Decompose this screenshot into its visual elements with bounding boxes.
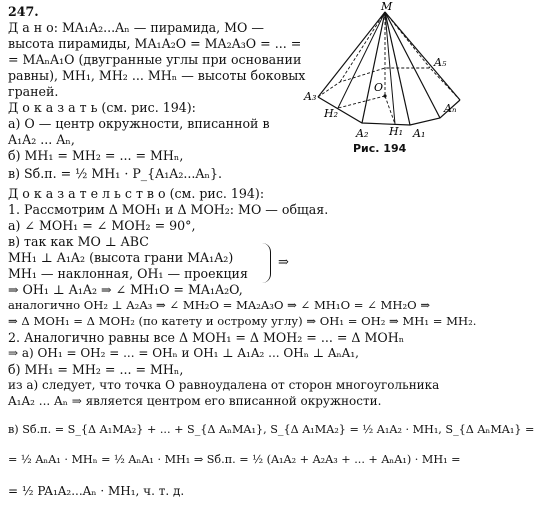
prove-a-line-1: а) O — центр окружности, вписанной в [8,116,270,131]
projection-oh2 [338,96,385,108]
given-line-4: равны), MH₁, MH₂ ... MHₙ — высоты боковых [8,68,306,83]
label-h1: H₁ [389,125,404,138]
prove-heading: Д о к а з а т ь (см. рис. 194): [8,100,196,115]
edge-m-a5 [385,12,460,100]
proof-heading: Д о к а з а т е л ь с т в о (см. рис. 194): [8,186,265,201]
proof-line-8: ⇒ Δ MOH₁ = Δ MOH₂ (по катету и острому углу) ⇒ OH₁ = OH₂ ⇒ MH₁ = MH₂. [8,314,477,328]
proof-line-2: а) ∠ MOH₁ = ∠ MOH₂ = 90°, [8,218,196,233]
proof-line-15: = ½ AₙA₁ · MHₙ = ½ AₙA₁ · MH₁ ⇒ Sб.п. = ½ (A₁A₂ + A₂A₃ + ... + AₙA₁) · MH₁ = [8,453,461,466]
proof-line-9: 2. Аналогично равны все Δ MOH₁ = Δ MOH₂ = ... = Δ MOHₙ [8,330,405,345]
prove-a-line-2: A₁A₂ ... Aₙ, [8,132,75,147]
label-a3: A₃ [304,90,317,103]
pyramid-figure [300,0,475,145]
prove-c: в) Sб.п. = ½ MH₁ · P_{A₁A₂...Aₙ}. [8,166,222,181]
label-h2: H₂ [324,107,339,120]
proof-line-11: б) MH₁ = MH₂ = ... = MHₙ, [8,362,184,377]
given-line-5: граней. [8,84,59,99]
proof-line-12: из а) следует, что точка O равноудалена от сторон многоугольника [8,378,440,392]
system-brace [262,243,271,283]
problem-number: 247. [8,4,39,19]
edge-m-a2 [362,12,385,123]
proof-line-10: ⇒ а) OH₁ = OH₂ = ... = OHₙ и OH₁ ⊥ A₁A₂ ... OHₙ ⊥ AₙA₁, [8,346,359,360]
prove-b: б) MH₁ = MH₂ = ... = MHₙ, [8,148,184,163]
brace-implication-arrow: ⇒ [278,255,289,270]
edge-m-a1 [385,12,410,125]
figure-caption: Рис. 194 [353,142,407,155]
proof-line-5: MH₁ — наклонная, OH₁ — проекция [8,266,248,281]
base-back-edges [318,68,460,100]
proof-line-6: ⇒ OH₁ ⊥ A₁A₂ ⇒ ∠ MH₁O = MA₁A₂O, [8,282,243,297]
proof-line-7: аналогично OH₂ ⊥ A₂A₃ ⇒ ∠ MH₂O = MA₂A₃O ⇒ ∠ MH₁O = ∠ MH₂O ⇒ [8,298,431,312]
pyramid-diagram [300,0,475,145]
label-a2: A₂ [356,127,369,140]
proof-line-1: 1. Рассмотрим Δ MOH₁ и Δ MOH₂: MO — общая. [8,202,329,217]
label-m: M [381,0,393,13]
point-o [383,94,386,97]
label-o: O [374,81,384,94]
proof-line-16: = ½ PA₁A₂...Aₙ · MH₁, ч. т. д. [8,484,185,498]
label-an: Aₙ [444,102,457,115]
given-line-2: высота пирамиды, MA₁A₂O = MA₂A₃O = ... = [8,36,302,51]
proof-line-3: в) так как MO ⊥ ABC [8,234,149,249]
label-a5: A₅ [434,56,447,69]
given-line-3: = MAₙA₁O (двугранные углы при основании [8,52,302,67]
proof-line-4: MH₁ ⊥ A₁A₂ (высота грани MA₁A₂) [8,250,234,265]
base-front-edges [318,97,460,125]
proof-line-14: в) Sб.п. = S_{Δ A₁MA₂} + ... + S_{Δ AₙMA₁}, S_{Δ A₁MA₂} = ½ A₁A₂ · MH₁, S_{Δ AₙMA₁} = [8,423,534,436]
proof-line-13: A₁A₂ ... Aₙ ⇒ является центром его вписанной окружности. [8,394,382,408]
given-line-1: Д а н о: MA₁A₂...Aₙ — пирамида, MO — [8,20,264,35]
label-a1: A₁ [413,127,426,140]
